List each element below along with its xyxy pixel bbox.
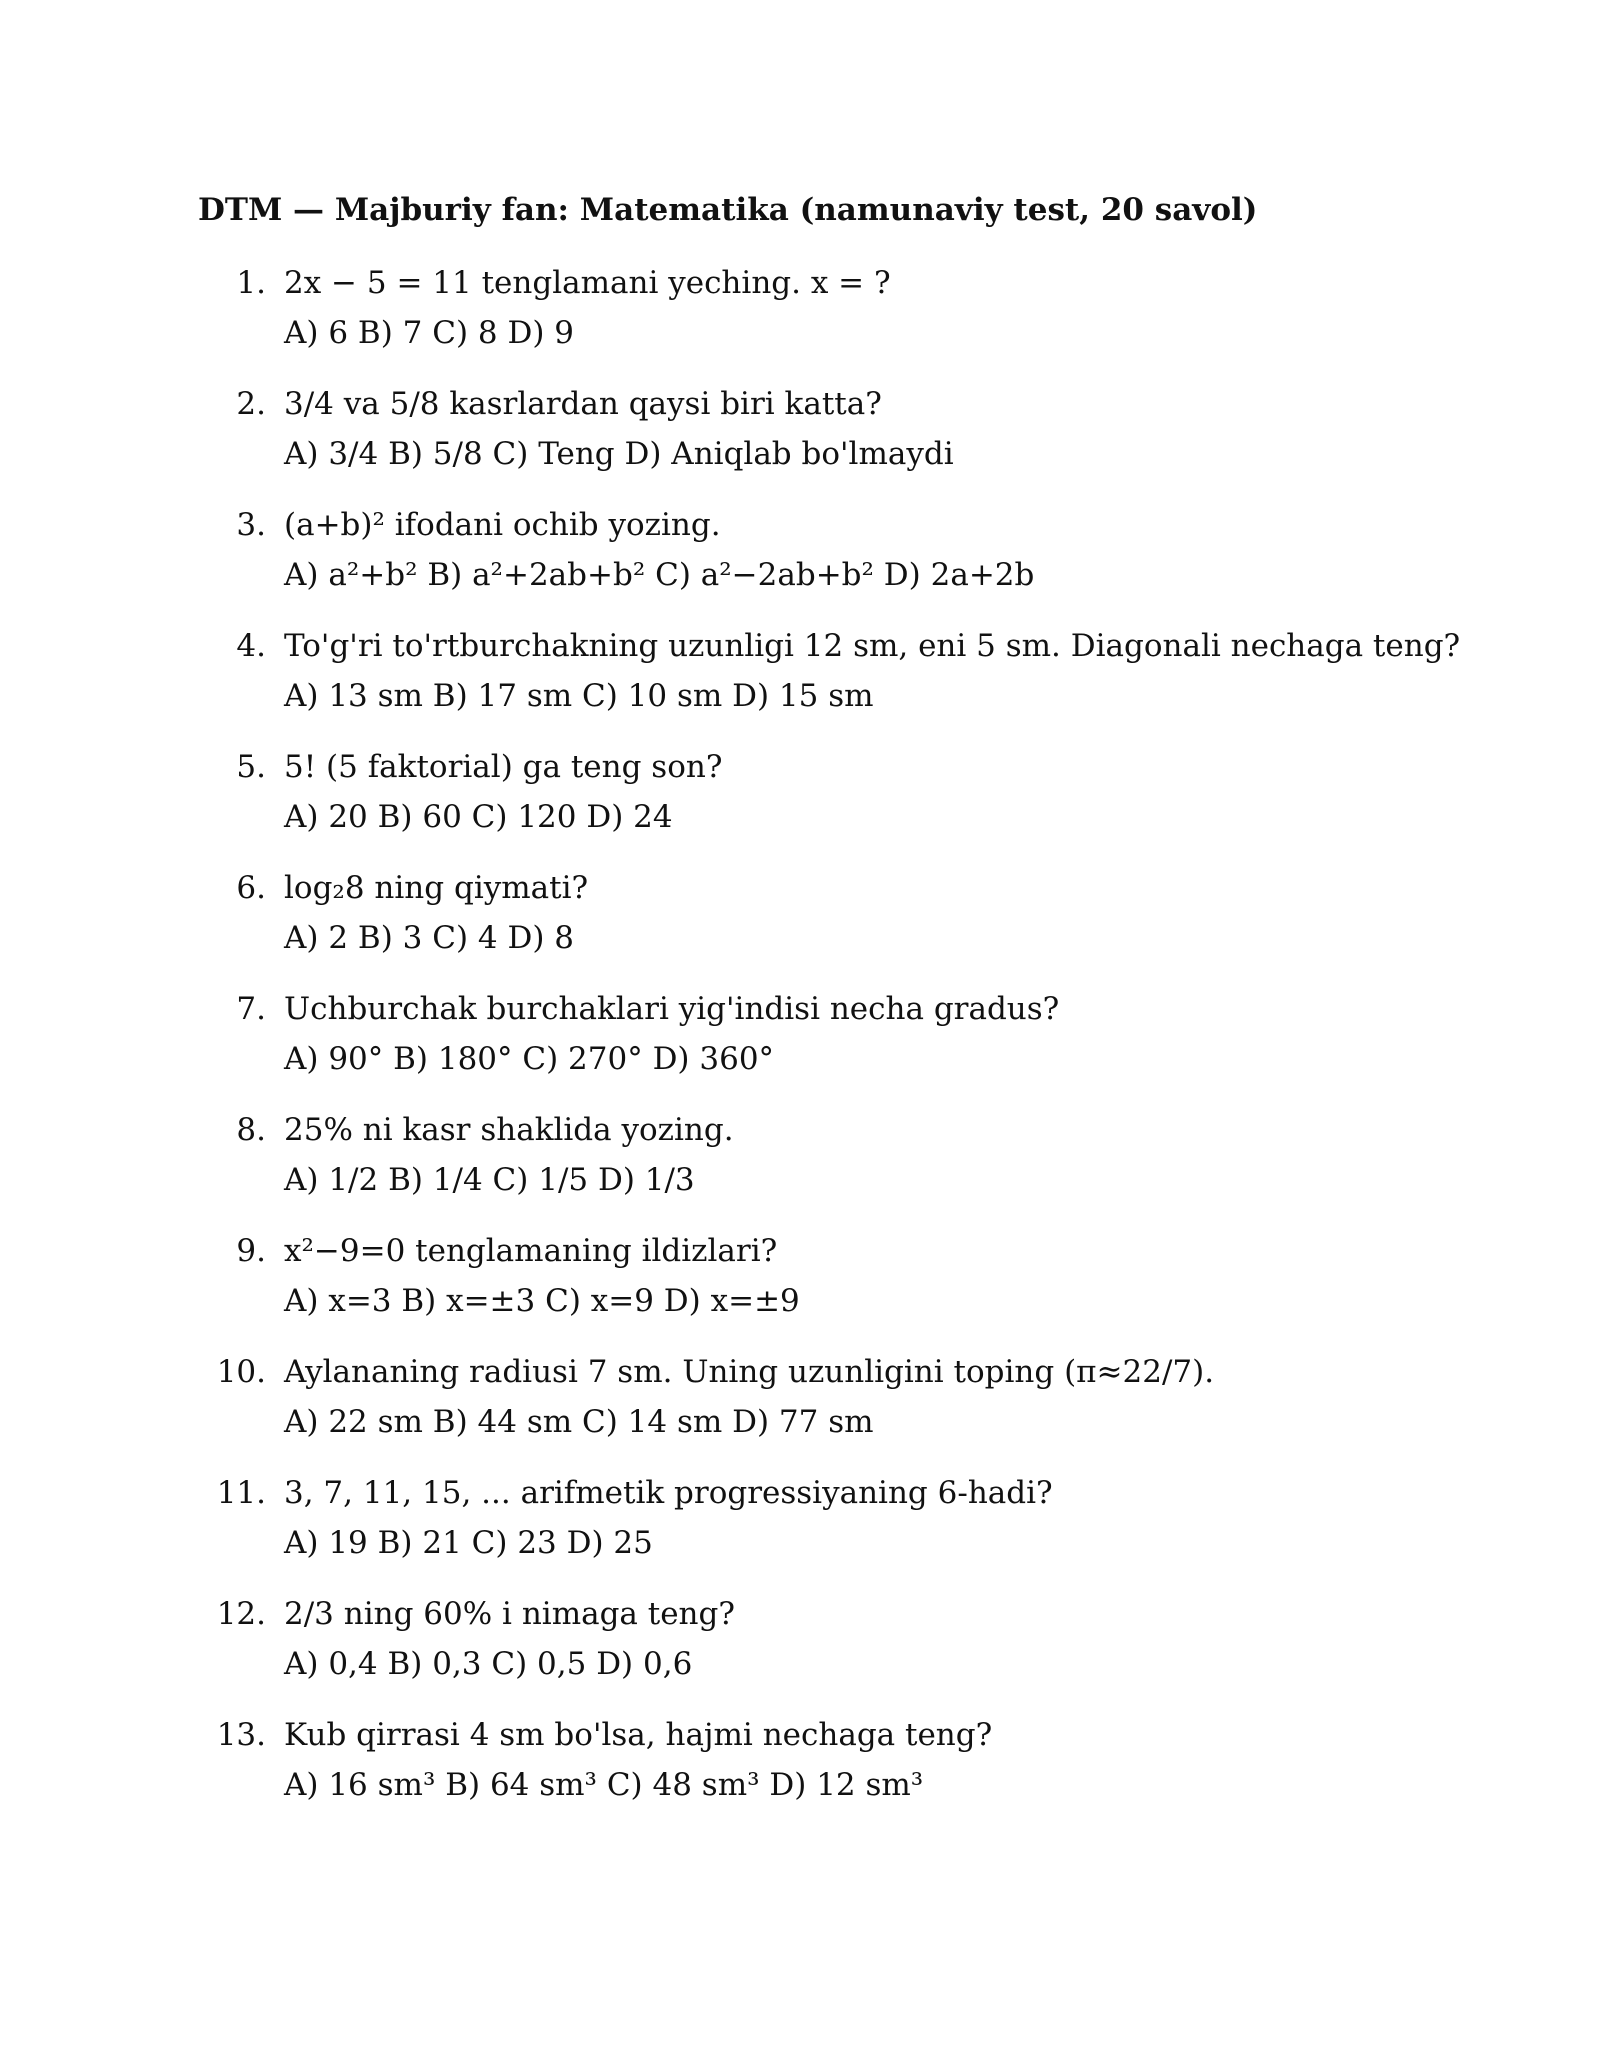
question-text: 3/4 va 5/8 kasrlardan qaysi biri katta? (284, 386, 882, 422)
question-text: 25% ni kasr shaklida yozing. (284, 1112, 734, 1148)
question-number: 12. (216, 1596, 266, 1632)
answer-options: A) 19 B) 21 C) 23 D) 25 (284, 1525, 653, 1561)
question-text: 5! (5 faktorial) ga teng son? (284, 749, 723, 785)
answer-options: A) 0,4 B) 0,3 C) 0,5 D) 0,6 (284, 1646, 693, 1682)
answer-options: A) x=3 B) x=±3 C) x=9 D) x=±9 (284, 1283, 800, 1319)
answer-options: A) 16 sm³ B) 64 sm³ C) 48 sm³ D) 12 sm³ (284, 1767, 924, 1803)
answer-options: A) 2 B) 3 C) 4 D) 8 (284, 920, 574, 956)
question-number: 4. (236, 628, 266, 664)
question-number: 10. (216, 1354, 266, 1390)
question-number: 3. (236, 507, 266, 543)
answer-options: A) 20 B) 60 C) 120 D) 24 (284, 799, 673, 835)
answer-options: A) 90° B) 180° C) 270° D) 360° (284, 1041, 775, 1077)
question-number: 6. (236, 870, 266, 906)
question-number: 13. (216, 1717, 266, 1753)
question-text: log₂8 ning qiymati? (284, 870, 589, 906)
question-number: 11. (216, 1475, 266, 1511)
question-text: x²−9=0 tenglamaning ildizlari? (284, 1233, 778, 1269)
answer-options: A) 1/2 B) 1/4 C) 1/5 D) 1/3 (284, 1162, 695, 1198)
question-text: 2/3 ning 60% i nimaga teng? (284, 1596, 735, 1632)
answer-options: A) 3/4 B) 5/8 C) Teng D) Aniqlab bo'lmaydi (284, 436, 954, 472)
question-text: (a+b)² ifodani ochib yozing. (284, 507, 721, 543)
question-number: 2. (236, 386, 266, 422)
question-text: 2x − 5 = 11 tenglamani yeching. x = ? (284, 265, 891, 301)
question-text: Aylananing radiusi 7 sm. Uning uzunligini toping (π≈22/7). (284, 1354, 1215, 1390)
answer-options: A) a²+b² B) a²+2ab+b² C) a²−2ab+b² D) 2a+2b (284, 557, 1035, 593)
answer-options: A) 22 sm B) 44 sm C) 14 sm D) 77 sm (284, 1404, 874, 1440)
question-text: 3, 7, 11, 15, ... arifmetik progressiyaning 6-hadi? (284, 1475, 1053, 1511)
question-number: 8. (236, 1112, 266, 1148)
question-number: 5. (236, 749, 266, 785)
document-title: DTM — Majburiy fan: Matematika (namunaviy test, 20 savol) (198, 192, 1258, 228)
answer-options: A) 13 sm B) 17 sm C) 10 sm D) 15 sm (284, 678, 874, 714)
question-text: Kub qirrasi 4 sm bo'lsa, hajmi nechaga teng? (284, 1717, 993, 1753)
question-text: To'g'ri to'rtburchakning uzunligi 12 sm, eni 5 sm. Diagonali nechaga teng? (284, 628, 1461, 664)
question-text: Uchburchak burchaklari yig'indisi necha gradus? (284, 991, 1060, 1027)
question-number: 1. (236, 265, 266, 301)
question-number: 7. (236, 991, 266, 1027)
answer-options: A) 6 B) 7 C) 8 D) 9 (284, 315, 574, 351)
question-number: 9. (236, 1233, 266, 1269)
